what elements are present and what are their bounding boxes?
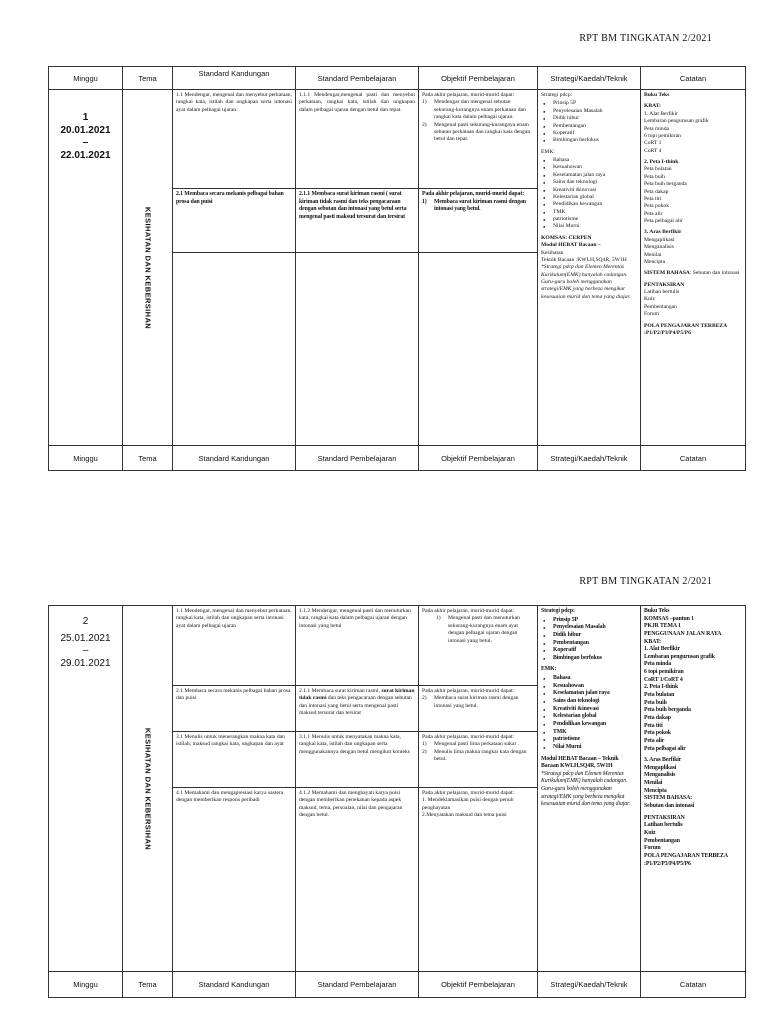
- pola-pengajaran: POLA PENGAJARAN TERBEZA :P1/P2/P3/P4/P5/P6: [644, 322, 727, 336]
- table-footer-row: [49, 446, 746, 471]
- objektif-intro: Pada akhir pelajaran, murid-murid dapat:: [422, 734, 515, 740]
- list-item: 1) Mendengar dan mengenal sebutan sekurang-kurangnya enam perkataan dan rangkai kata dalam pelbagai ujaran.: [422, 99, 526, 121]
- col-catatan: Catatan: [641, 67, 746, 90]
- catatan-cell: [641, 90, 746, 446]
- buku-teks: Buku Teks: [644, 92, 670, 98]
- list-item: 2) Menulis lima makna rangkai kata dengan betul.: [422, 748, 527, 763]
- list-item: Peta buih berganda: [644, 707, 691, 714]
- list-item: Menilai: [644, 780, 663, 787]
- sk-cell: 4.1 Memahami dan mengapresiasi karya sastera dengan memberikan respons peribadi: [173, 788, 296, 972]
- list-item: Peta pelbagai alir: [644, 745, 686, 752]
- sk-cell: 1.1 Mendengar, mengenal dan menyebut perkataan, rangkai kata, istilah dan ungkapan serta intonasi ayat dalam pelbagai ujaran.: [173, 90, 296, 189]
- list-item: Peta bulatan: [644, 166, 672, 173]
- list-item: Latihan bertulis: [644, 822, 683, 829]
- week-date-dash: –: [82, 645, 89, 656]
- sp-cell: 1.1.1 Mendengar,mengenal pasti dan menyebut perkataan, rangkai kata, istilah dan ungkapan dalam pelbagai ujaran dengan betul dan tepat.: [296, 90, 419, 189]
- list-item: ● Didik hibur: [543, 632, 637, 640]
- list-item: 2) Mengenal pasti sekurang-kurangnya enam sebutan perkataan dan rangkai kata dengan betul dan tepat.: [422, 121, 531, 143]
- list-item: ● Pembentangan: [543, 640, 637, 648]
- week-cell: [49, 90, 123, 446]
- objektif-cell: [419, 788, 538, 972]
- col-strategi: Strategi/Kaedah/Teknik: [538, 446, 641, 471]
- strategi-list: [541, 100, 637, 144]
- list-item: Forum: [644, 845, 661, 852]
- aras-title: 3. Aras Berfikir: [644, 757, 682, 764]
- tema-cell: [123, 606, 173, 972]
- list-item: Peta pokok: [644, 730, 671, 737]
- col-catatan: Catatan: [641, 446, 746, 471]
- tema-text: KESIHATAN DAN KEBERSIHAN: [143, 727, 152, 850]
- komsas-topic: Kesihatan: [541, 249, 564, 256]
- sk-cell: 3.1 Menulis untuk menerangkan makna kata dan istilah; maksud rangkai kata, ungkapan dan ayat: [173, 732, 296, 788]
- strategi-cell: [538, 606, 641, 972]
- list-item: ● Bahasa: [543, 157, 637, 164]
- list-item: Peta dakap: [644, 714, 671, 721]
- list-item: Latihan bertulis: [644, 289, 680, 295]
- objektif-cell: [419, 686, 538, 732]
- sistem-bahasa-value: Sebutan dan intonasi: [644, 803, 695, 810]
- list-item: ● Koperatif: [543, 130, 637, 137]
- emk-list: [541, 675, 637, 751]
- strategi-title: Strategi pdcp:: [541, 92, 573, 98]
- week-date-start: 25.01.2021: [60, 632, 111, 644]
- list-item: Peta alir: [644, 210, 663, 217]
- list-item: 1) Mengenal pasti dan menuturkan sekurang-kurangnya enam ayat dengan pelbagai ujaran dengan intonasi yang betul.: [436, 615, 520, 644]
- strategi-note: *Strategi pdcp dan Elemen Merentas Kurikulum(EMK) hanyalah cadangan. Guru-guru boleh menggunakan strategi/EMK yang berbeza mengikut kesesuaian murid dan tema yang diajar.: [541, 770, 630, 808]
- list-item: ● Pendidikan kewangan: [543, 201, 637, 208]
- week-date-start: 20.01.2021: [60, 124, 111, 136]
- objektif-intro: Pada akhir pelajaran, murid-murid dapat:: [422, 790, 515, 796]
- objektif-intro: Pada akhir pelajaran, murid-murid dapat:: [422, 92, 515, 98]
- list-item: ● Koperatif: [543, 647, 637, 655]
- list-item: ● TMK: [543, 209, 637, 216]
- table-header-row: [49, 67, 746, 90]
- sk-cell-empty: [173, 253, 296, 446]
- kbat-title: KBAT:: [644, 103, 661, 110]
- strategi-cell: [538, 90, 641, 446]
- col-standard-pembelajaran: Standard Pembelajaran: [296, 446, 419, 471]
- list-item: ● Prinsip 5P: [543, 100, 637, 107]
- peta-title: 2. Peta I-think: [644, 159, 679, 165]
- list-item: 1. Alat Berfikir: [644, 110, 679, 117]
- col-minggu: Minggu: [49, 67, 123, 90]
- col-standard-kandungan: Standard Kandungan: [173, 972, 296, 998]
- page-header-title: RPT BM TINGKATAN 2/2021: [579, 33, 712, 44]
- col-minggu: Minggu: [49, 446, 123, 471]
- emk-title: EMK:: [541, 666, 557, 673]
- list-item: 1) Mengenal pasti lima perkataan sukar .: [422, 741, 520, 748]
- sk-cell: 2.1 Membaca secara mekanis pelbagai bahan prosa dan puisi: [173, 189, 296, 253]
- col-minggu: Minggu: [49, 972, 123, 998]
- list-item: ● TMK: [543, 729, 637, 737]
- table-row: [49, 90, 746, 189]
- sp-cell: 3.1.1 Menulis untuk menyatakan makna kata, rangkai kata, istilah dan ungkapan serta menggunakannya dengan betul mengikut konteks: [296, 732, 419, 788]
- list-item: ● Pendidikan kewangan: [543, 721, 637, 729]
- col-tema: Tema: [123, 446, 173, 471]
- pkjr-tema: PKJR TEMA 1: [644, 623, 681, 630]
- list-item: ● Didik hibur: [543, 115, 637, 122]
- list-item: ● Kesuahowan: [543, 683, 637, 691]
- list-item: ● Prinsip 5P: [543, 617, 637, 625]
- col-catatan: Catatan: [641, 972, 746, 998]
- strategi-note: *Strategi pdcp dan Elemen Merentas Kurikulum(EMK) hanyalah cadangan. Guru-guru boleh menggunakan strategi/EMK yang berbeza mengikut kesesuaian murid dan tema yang diajar.: [541, 264, 631, 300]
- emk-title: EMK:: [541, 148, 555, 155]
- list-item: ● Bimbingan berfokus: [543, 137, 637, 144]
- table-row: [49, 606, 746, 686]
- list-item: Mengaplikasi: [644, 236, 675, 243]
- col-standard-pembelajaran: Standard Pembelajaran: [296, 67, 419, 90]
- sk-cell: 2.1 Membaca secara mekanis pelbagai bahan prosa dan puisi: [173, 686, 296, 732]
- sp-cell: 2.1.1 Membaca surat kiriman rasmi ( surat kiriman tidak rasmi dan teks pengacaraan dengan sebutan dan intonasi yang betul serta mengenal pasti maksud tersurat dan tersirat: [296, 189, 419, 253]
- col-standard-kandungan: Standard Kandungan: [173, 67, 296, 90]
- sp-cell-empty: [296, 253, 419, 446]
- komsas-modul: Modul HEBAT Bacaan –: [541, 242, 601, 249]
- objektif-intro: Pada akhir pelajaran, murid-murid dapat:: [422, 608, 515, 614]
- sk-cell: 1.1 Mendengar, mengenal dan menyebut perkataan, rangkai kata, istilah dan ungkapan serta intonasi ayat dalam pelbagai ujaran: [173, 606, 296, 686]
- list-item: 2) Membaca surat kiriman rasmi dengan intonasi yang betul.: [422, 695, 519, 709]
- list-item: Kuiz: [644, 296, 655, 303]
- tema-cell: [123, 90, 173, 446]
- week-number: 1: [82, 112, 89, 123]
- list-item: Forum: [644, 311, 659, 318]
- sp-cell: 4.1.2 Memahami dan menghayati karya puisi dengan memberikan penekanan kepada aspek maksud, tema, persoalan, nilai dan pengajaran dengan betul.: [296, 788, 419, 972]
- col-objektif: Objektif Pembelajaran: [419, 446, 538, 471]
- col-objektif: Objektif Pembelajaran: [419, 972, 538, 998]
- list-item: Peta pokok: [644, 203, 670, 210]
- list-item: Lembaran pengurusan grafik: [644, 653, 715, 660]
- list-item: ● Kelestarian global: [543, 194, 637, 201]
- col-tema: Tema: [123, 972, 173, 998]
- list-item: ● Keselamatan jalan raya: [543, 690, 637, 698]
- objektif-cell: [419, 90, 538, 189]
- list-item: Peta minda: [644, 125, 670, 132]
- list-item: 1. Mendeklamasikan puisi dengan penuh penghayatan: [422, 797, 514, 811]
- list-item: ● Pembentangan: [543, 123, 637, 130]
- week-date-end: 29.01.2021: [60, 657, 111, 669]
- pentaksiran-title: PENTAKSIRAN: [644, 814, 685, 821]
- col-standard-pembelajaran: Standard Pembelajaran: [296, 972, 419, 998]
- emk-list: [541, 157, 637, 231]
- list-item: Peta titi: [644, 722, 663, 729]
- list-item: CoRT 1: [644, 140, 662, 147]
- list-item: 1. Alat Berfikir: [644, 646, 680, 653]
- table-footer-row: [49, 972, 746, 998]
- komsas-pantun: KOMSAS –pantun 1: [644, 615, 694, 622]
- list-item: Menganalisis: [644, 244, 674, 251]
- list-item: ● Bahasa: [543, 675, 637, 683]
- pola-pengajaran: POLA PENGAJARAN TERBEZA :P1/P2/P3/P4/P5/P6: [644, 852, 728, 867]
- list-item: 6 topi pemikiran: [644, 669, 684, 676]
- list-item: Menilai: [644, 251, 662, 258]
- objektif-cell: [419, 606, 538, 686]
- list-item: ● Keselamatan jalan raya: [543, 172, 637, 179]
- list-item: Pembentangan: [644, 837, 680, 844]
- aras-title: 3. Aras Berfikir: [644, 229, 682, 236]
- list-item: ● Kreativiti &inovasi: [543, 187, 637, 194]
- komsas-teknik: Teknik Bacaan :KWLH,SQ4R, 5W1H: [541, 256, 627, 263]
- week1-table: [48, 66, 746, 471]
- week-cell: [49, 606, 123, 972]
- list-item: Peta buih berganda: [644, 181, 687, 188]
- list-item: Peta buih: [644, 699, 667, 706]
- list-item: ● Sains dan teknologi: [543, 179, 637, 186]
- list-item: Pembentangan: [644, 303, 677, 310]
- objektif-cell: [419, 189, 538, 253]
- penggunaan-jalan-raya: PENGGUNAAN JALAN RAYA: [644, 630, 722, 637]
- list-item: ● Kreativiti &inovasi: [543, 706, 637, 714]
- komsas-title: KOMSAS: CERPEN: [541, 234, 592, 241]
- kbat-title: KBAT:: [644, 638, 661, 645]
- list-item: 2.Menyatakan maksud dan tema puisi: [422, 812, 507, 819]
- list-item: CoRT 1/CoRT 4: [644, 676, 683, 683]
- list-item: CoRT 4: [644, 147, 662, 154]
- page-header-title: RPT BM TINGKATAN 2/2021: [579, 576, 712, 587]
- list-item: Mencipta: [644, 258, 666, 265]
- list-item: ● patriotisme: [543, 736, 637, 744]
- list-item: ● Bimbingan berfokus: [543, 655, 637, 663]
- teknik-bacaan: Bacaan KWLH,SQ4R, 5W1H: [541, 763, 613, 770]
- strategi-list: [541, 617, 637, 663]
- list-item: ● Kesuahowan: [543, 164, 637, 171]
- buku-teks: Buku Teks: [644, 608, 670, 614]
- list-item: Menganalisis: [644, 772, 676, 779]
- list-item: 6 topi pemikiran: [644, 132, 681, 139]
- objektif-cell-empty: [419, 253, 538, 446]
- list-item: Mencipta: [644, 787, 667, 794]
- list-item: Peta titi: [644, 195, 662, 202]
- list-item: ● Penyelesaian Masalah: [543, 108, 637, 115]
- list-item: ● Nilai Murni: [543, 744, 637, 752]
- col-strategi: Strategi/Kaedah/Teknik: [538, 972, 641, 998]
- list-item: ● Sains dan teknologi: [543, 698, 637, 706]
- col-tema: Tema: [123, 67, 173, 90]
- list-item: Peta buih: [644, 173, 665, 180]
- week-number: 2: [82, 616, 89, 627]
- peta-title: 2. Peta I-think: [644, 684, 679, 691]
- list-item: ● Penyelesaian Masalah: [543, 624, 637, 632]
- modul-hebat: Modul HEBAT Bacaan – Teknik: [541, 755, 619, 762]
- list-item: ● Nilai Murni: [543, 223, 637, 230]
- sistem-bahasa: SISTEM BAHASA: Sebutan dan intonasi: [644, 270, 740, 277]
- list-item: Mengaplikasi: [644, 764, 677, 771]
- objektif-cell: [419, 732, 538, 788]
- col-objektif: Objektif Pembelajaran: [419, 67, 538, 90]
- sistem-bahasa: SISTEM BAHASA:: [644, 795, 693, 802]
- list-item: Peta pelbagai alir: [644, 218, 683, 224]
- col-strategi: Strategi/Kaedah/Teknik: [538, 67, 641, 90]
- week-date-end: 22.01.2021: [60, 149, 111, 161]
- week-date-dash: –: [82, 137, 89, 148]
- list-item: Peta bulatan: [644, 692, 675, 699]
- tema-text: KESIHATAN DAN KEBERSIHAN: [143, 206, 152, 329]
- objektif-intro: Pada akhir pelajaran, murid-murid dapat:: [422, 688, 515, 694]
- list-item: 1) Membaca surat kiriman rasmi dengan intonasi yang betul.: [422, 198, 526, 213]
- list-item: Peta minda: [644, 661, 672, 668]
- strategi-title: Strategi pdcp:: [541, 608, 575, 614]
- list-item: Peta alir: [644, 737, 665, 744]
- list-item: Peta dakap: [644, 188, 669, 195]
- sp-cell: 1.1.2 Mendengar, mengenal pasti dan menuturkan kata, rangkai kata dalam pelbagai ujaran dengan intonasi yang betul: [296, 606, 419, 686]
- list-item: ● patriotisme: [543, 216, 637, 223]
- objektif-intro: Pada akhir pelajaran, murid-murid dapat:: [422, 191, 525, 197]
- list-item: Lembaran pengurusan grafik: [644, 118, 709, 125]
- list-item: ● Kelestarian global: [543, 713, 637, 721]
- sp-cell: 2.1.1 Membaca surat kiriman rasmi, surat kiriman tidak rasmi dan teks pengacaraan dengan sebutan dan intonasi yang betul serta mengenal pasti maksud tersurat dan tersirat: [296, 686, 419, 732]
- pentaksiran-title: PENTAKSIRAN: [644, 281, 685, 288]
- col-standard-kandungan: Standard Kandungan: [173, 446, 296, 471]
- catatan-cell: [641, 606, 746, 972]
- week2-table: [48, 605, 746, 998]
- list-item: Kuiz: [644, 829, 656, 836]
